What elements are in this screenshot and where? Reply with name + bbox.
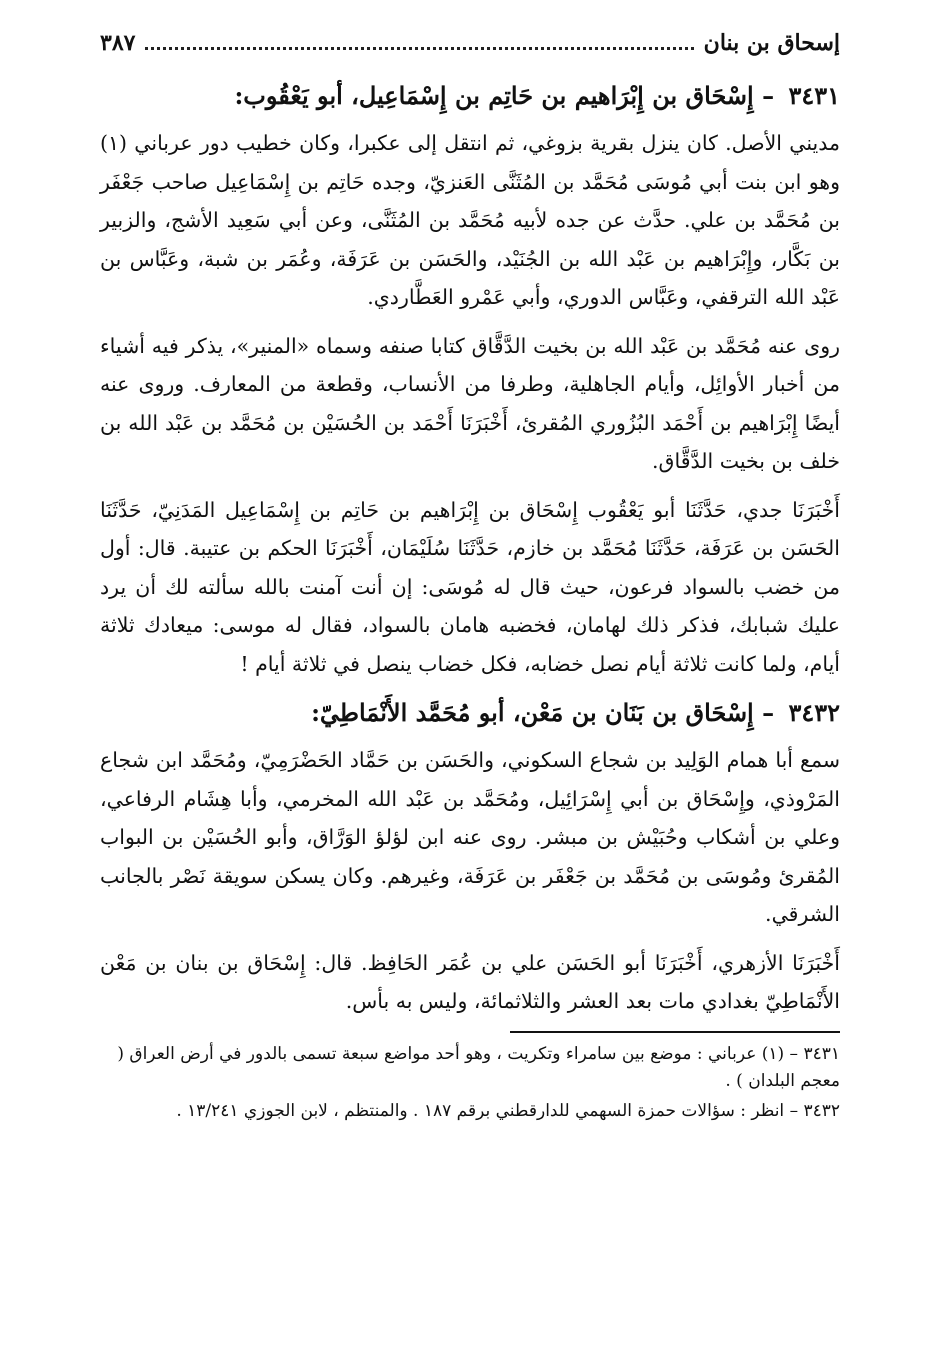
entry-dash: – [762, 81, 775, 110]
paragraph: سمع أبا همام الوَلِيد بن شجاع السكوني، والحَسَن بن حَمَّاد الحَضْرَمِيّ، ومُحَمَّد ابن شجاع المَرْوذي، وإِسْحَاق بن أبي إِسْرَائِيل، ومُحَمَّد بن عَبْد الله المخرمي، وأبا هِشَام الرفاعي، وعلي بن أشكاب وحُبَيْش بن مبشر. روى عنه ابن لؤلؤ الوَرَّاق، وأبو الحُسَيْن بن البواب المُقرئ ومُوسَى بن مُحَمَّد بن جَعْفَر بن عَرَفَة، وغيرهم. وكان يسكن سويقة نَصْر بالجانب الشرقي. [100, 748, 840, 926]
running-title: إسحاق بن بنان [703, 30, 840, 56]
entry-title: إِسْحَاق بن إِبْرَاهيم بن حَاتِم بن إِسْمَاعِيل، أبو يَعْقُوب: [234, 81, 754, 110]
entry-heading [100, 693, 840, 733]
footnotes [100, 1041, 840, 1125]
footnote: ٣٤٣١ – (١) عرباني : موضع بين سامراء وتكريت ، وهو أحد مواضع سبعة تسمى بالدور في أرض العراق ( معجم البلدان ) . [117, 1043, 840, 1091]
entry-heading [100, 76, 840, 116]
running-header [100, 30, 840, 66]
paragraph: روى عنه مُحَمَّد بن عَبْد الله بن بخيت الدَّقَّاق كتابا صنفه وسماه «المنير»، يذكر فيه أشياء من أخبار الأوائِل، وأيام الجاهلية، وطرفا من الأنساب، وقطعة من المعارف. وروى عنه أيضًا إِبْرَاهيم بن أَحْمَد البُزُوري المُقرئ، أَخْبَرَنَا أَحْمَد بن الحُسَيْن بن مُحَمَّد بن عَبْد الله بن خلف بن بخيت الدَّقَّاق. [100, 333, 840, 473]
entry-number: ٣٤٣١ [788, 81, 840, 110]
paragraph: مديني الأصل. كان ينزل بقرية بزوغي، ثم انتقل إلى عكبرا، وكان خطيب دور عرباني (١) وهو ابن بنت أبي مُوسَى مُحَمَّد بن المُثَنَّى العَنزيّ، وجده حَاتِم بن إِسْمَاعِيل صاحب جَعْفَر بن مُحَمَّد بن علي. حدَّث عن جده لأبيه مُحَمَّد بن المُثَنَّى، وعن أبي سَعِيد الأشج، والزبير بن بَكَّار، وإِبْرَاهيم بن عَبْد الله بن الجُنَيْد، والحَسَن بن عَرَفَة، وعُمَر بن شبة، وعَبَّاس بن عَبْد الله الترقفي، وعَبَّاس الدوري، وأبي عَمْرو العَطَّاردي. [100, 131, 840, 309]
entry-number: ٣٤٣٢ [788, 698, 840, 727]
leader-dots [145, 33, 693, 50]
entry-title: إِسْحَاق بن بَنَان بن مَعْن، أبو مُحَمَّد الأَنْمَاطِيّ: [311, 698, 754, 727]
footnote-divider [510, 1031, 840, 1033]
page-number: ٣٨٧ [100, 30, 136, 56]
paragraph: أَخْبَرَنَا الأزهري، أَخْبَرَنَا أبو الحَسَن علي بن عُمَر الحَافِظ. قال: إِسْحَاق بن بنان بن مَعْن الأَنْمَاطِيّ بغدادي مات بعد العشر والثلاثمائة، وليس به بأس. [100, 950, 840, 1013]
entry-dash: – [762, 698, 775, 727]
paragraph: أَخْبَرَنَا جدي، حَدَّثَنَا أبو يَعْقُوب إِسْحَاق بن إِبْرَاهيم بن حَاتِم بن إِسْمَاعِيل المَدَنِيّ، حَدَّثَنَا الحَسَن بن عَرَفَة، حَدَّثَنَا مُحَمَّد بن خازم، حَدَّثَنَا سُلَيْمَان، أَخْبَرَنَا الحكم بن عتيبة. قال: أول من خضب بالسواد فرعون، حيث قال له مُوسَى: إن أنت آمنت بالله سألته لك أن يرد عليك شبابك، فذكر ذلك لهامان، فخضبه هامان بالسواد، فقال له موسى: ميعادك ثلاثة أيام، ولما كانت ثلاثة أيام نصل خضابه، فكل خضاب ينصل في ثلاثة أيام ! [100, 497, 840, 676]
footnote: ٣٤٣٢ – انظر : سؤالات حمزة السهمي للدارقطني برقم ١٨٧ . والمنتظم ، لابن الجوزي ١٣/٢٤١ . [176, 1100, 840, 1121]
